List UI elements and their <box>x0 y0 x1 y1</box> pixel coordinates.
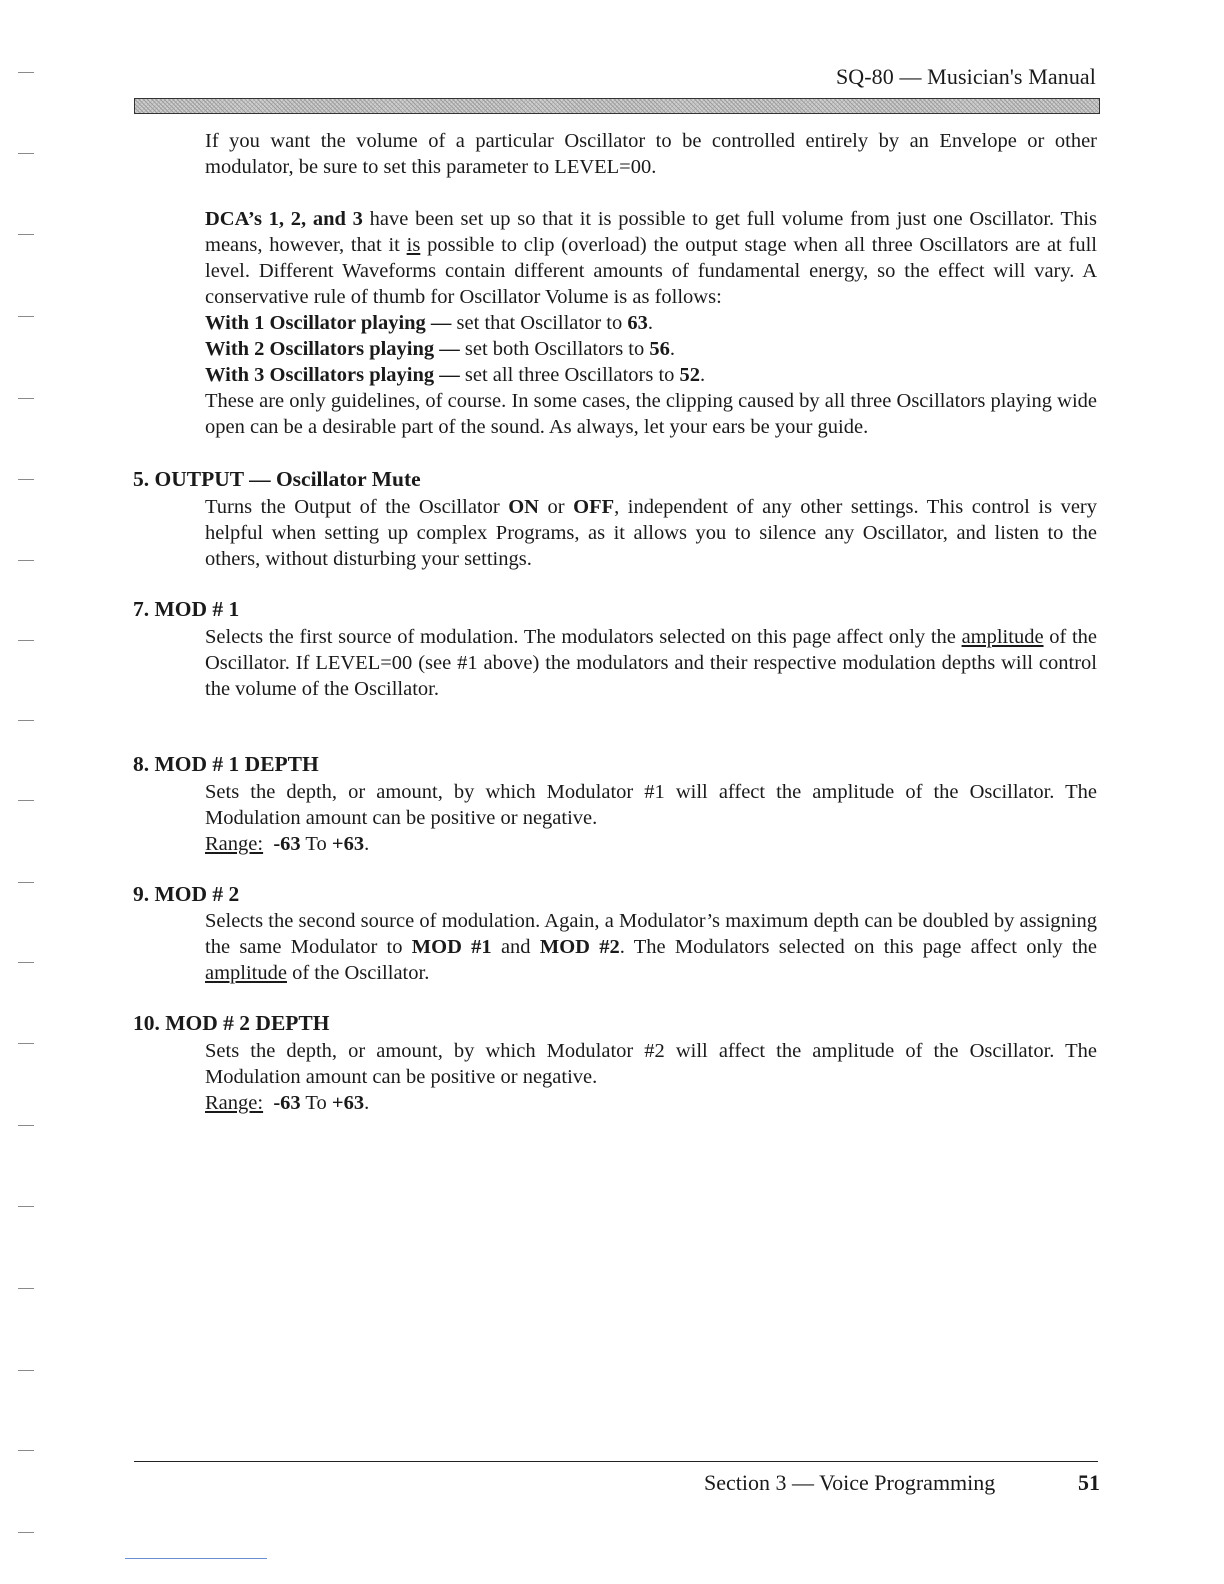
intro-paragraph-1: If you want the volume of a particular Oscillator to be controlled entirely by an Envelope or other modulator, be sure to set this parameter to LEVEL=00. <box>205 130 1097 178</box>
section-9-heading: 9. MOD # 2 <box>133 882 240 906</box>
section-8-body: Sets the depth, or amount, by which Modulator #1 will affect the amplitude of the Oscillator. The Modulation amount can be positive or negative. <box>205 781 1097 829</box>
header-pattern-bar <box>134 98 1100 114</box>
section-7-heading: 7. MOD # 1 <box>133 597 240 621</box>
section-8-heading: 8. MOD # 1 DEPTH <box>133 752 319 776</box>
rule-three-oscillators: With 3 Oscillators playing — set all three Oscillators to 52. <box>205 364 706 386</box>
running-header: SQ-80 — Musician's Manual <box>835 64 1096 89</box>
footer-rule <box>134 1461 1098 1462</box>
section-10-body: Sets the depth, or amount, by which Modulator #2 will affect the amplitude of the Oscillator. The Modulation amount can be positive or negative. <box>205 1040 1097 1088</box>
footer-section-title: Section 3 — Voice Programming <box>704 1470 996 1495</box>
section-10-heading: 10. MOD # 2 DEPTH <box>133 1011 330 1035</box>
scan-margin-ticks <box>18 0 38 1584</box>
intro-paragraph-2: DCA’s 1, 2, and 3 have been set up so that it is possible to get full volume from just one Oscillator. This means, however, that it is possible to clip (overload) the output stage when all three Oscillators are at full level. Different Waveforms contain different amounts of fundamental energy, so the effect will vary. A conservative rule of thumb for Oscillator Volume is as follows: <box>205 208 1097 308</box>
section-10-range: Range: -63 To +63. <box>205 1092 370 1114</box>
section-9-body: Selects the second source of modulation. Again, a Modulator’s maximum depth can be doubled by assigning the same Modulator to MOD #1 and MOD #2. The Modulators selected on this page affect only the amplitude of the Oscillator. <box>205 910 1098 984</box>
rule-two-oscillators: With 2 Oscillators playing — set both Oscillators to 56. <box>205 338 675 360</box>
section-5-body: Turns the Output of the Oscillator ON or OFF, independent of any other settings. This control is very helpful when setting up complex Programs, as it allows you to silence any Oscillator, and listen to the others, without disturbing your settings. <box>205 496 1097 570</box>
scan-bottom-mark <box>125 1558 267 1559</box>
page-number: 51 <box>1078 1470 1100 1495</box>
section-7-body: Selects the first source of modulation. The modulators selected on this page affect only the amplitude of the Oscillator. If LEVEL=00 (see #1 above) the modulators and their respective modulation depths will control the volume of the Oscillator. <box>205 626 1098 700</box>
rule-one-oscillator: With 1 Oscillator playing — set that Oscillator to 63. <box>205 312 653 334</box>
section-8-range: Range: -63 To +63. <box>205 833 370 855</box>
intro-paragraph-3: These are only guidelines, of course. In some cases, the clipping caused by all three Oscillators playing wide open can be a desirable part of the sound. As always, let your ears be your guide. <box>205 390 1097 438</box>
volume-rules <box>205 310 1097 388</box>
dca-lead: DCA’s 1, 2, and 3 <box>205 208 363 230</box>
section-5-heading: 5. OUTPUT — Oscillator Mute <box>133 467 421 491</box>
is-underlined: is <box>406 234 421 256</box>
